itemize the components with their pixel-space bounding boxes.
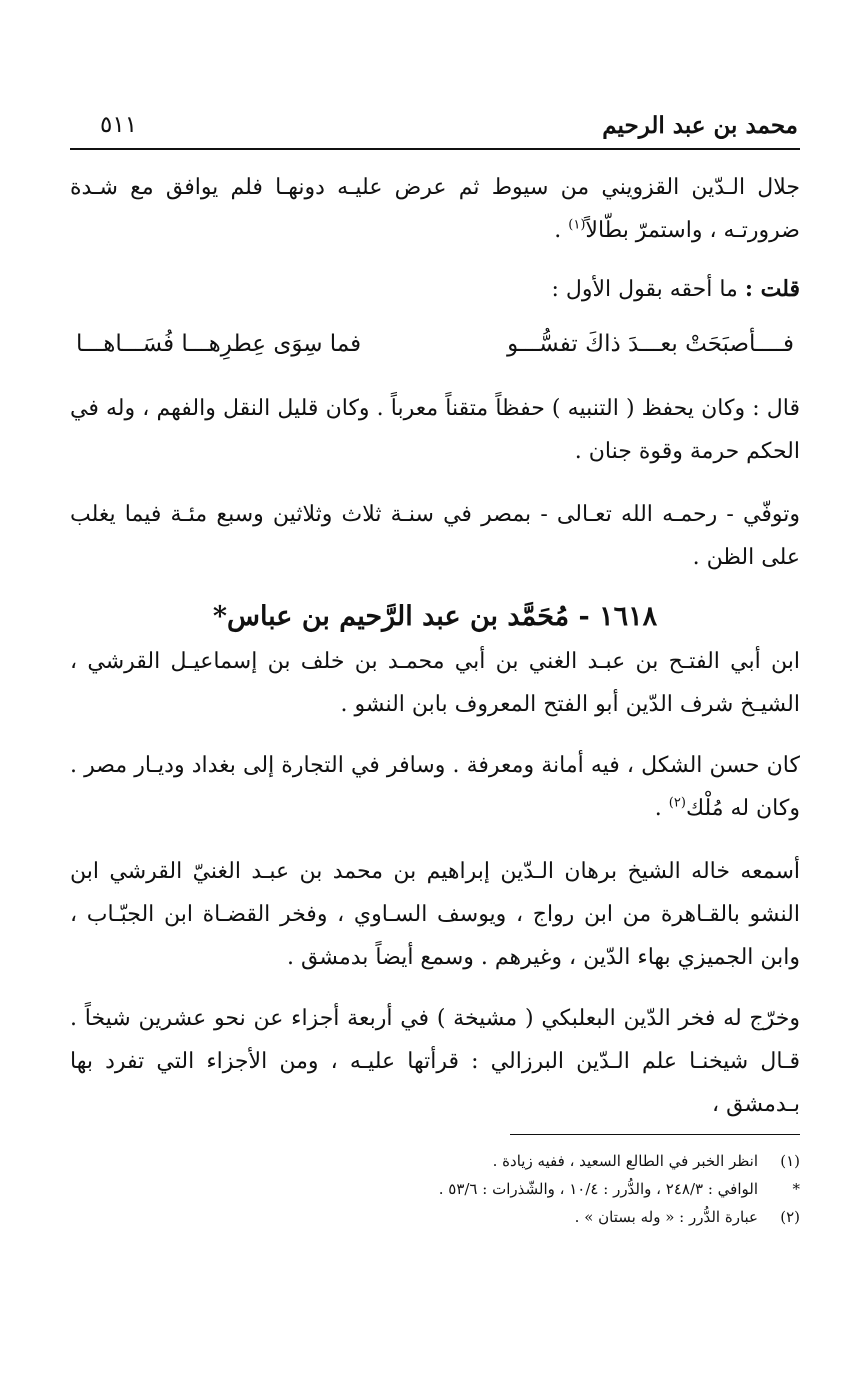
paragraph-6-text: كان حسن الشكل ، فيه أمانة ومعرفة . وسافر في التجارة إلى بغداد وديـار مصر . وكان له مُلْك [70,753,800,821]
poetry-verse [70,331,800,375]
paragraph-8: وخرّج له فخر الدّين البعلبكي ( مشيخة ) في أربعة أجزاء عن نحو عشرين شيخاً . قـال شيخنـا علم الـدّين البرزالي : قرأتها عليـه ، ومن الأجزاء التي تفرد بها بـدمشق ، [70,1006,800,1117]
footnote-item [70,1203,800,1231]
footnote-separator [510,1134,800,1135]
footnote-mark: * [792,1180,800,1198]
page-header [70,110,800,150]
paragraph-3: قال : وكان يحفظ ( التنبيه ) حفظاً متقناً معرباً . وكان قليل النقل والفهم ، وله في الحكم حرمة وقوة جنان . [70,396,800,464]
footnote-ref-2: (٢) [668,795,686,811]
entry-heading: ١٦١٨ - مُحَمَّد بن عبد الرَّحيم بن عباس* [212,601,658,632]
qultu-label: قلت : [744,276,800,302]
paragraph-4: وتوفّي - رحمـه الله تعـالى - بمصر في سنـة ثلاث وثلاثين وسبع مئـة فيما يغلب على الظن . [70,502,800,570]
paragraph-1-end: . [554,218,569,243]
paragraph-6-end: . [654,796,669,821]
paragraph-2-text: ما أحقه بقول الأول : [551,277,745,302]
footnotes [70,1147,800,1231]
verse-second-hemistich: فما سِوَى عِطرِهـــا فُسَـــاهـــا [76,331,362,357]
verse-first-hemistich: فــــأصبَحَتْ بعـــدَ ذاكَ تفسُّـــو [507,331,794,357]
footnote-mark: (٢) [780,1208,800,1226]
footnote-text: الوافي : ٢٤٨/٣ ، والدُّرر : ١٠/٤ ، والشّذرات : ٥٣/٦ . [438,1180,758,1198]
footnote-text: انظر الخبر في الطالع السعيد ، ففيه زيادة . [492,1152,758,1170]
footnote-item [70,1175,800,1203]
paragraph-6 [70,744,800,830]
footnote-text: عبارة الدُّرر : « وله بستان » . [574,1208,758,1226]
paragraph-7: أسمعه خاله الشيخ برهان الـدّين إبراهيم بن محمد بن عبـد الغنيّ القرشي ابن النشو بالقـاهرة من ابن رواج ، ويوسف السـاوي ، وفخر القضـاة ابن الجبّـاب ، وابن الجميزي بهاء الدّين ، وغيرهم . وسمع أيضاً بدمشق . [70,859,800,970]
footnote-ref-1: (١) [568,217,586,233]
paragraph-1-text: جلال الـدّين القزويني من سيوط ثم عرض عليـه دونهـا فلم يوافق مع شـدة ضرورتـه ، واستمرّ بطّالاً [70,175,800,243]
footnote-item [70,1147,800,1175]
paragraph-2 [70,268,800,311]
book-page [70,110,800,1231]
running-title: محمد بن عبد الرحيم [602,112,798,139]
page-number: ٥١١ [100,112,138,138]
paragraph-5: ابن أبي الفتـح بن عبـد الغني بن أبي محمـد بن خلف بن إسماعيـل القرشي ، الشيـخ شرف الدّين أبو الفتح المعروف بابن النشو . [70,649,800,717]
footnote-mark: (١) [780,1152,800,1170]
paragraph-1 [70,166,800,252]
